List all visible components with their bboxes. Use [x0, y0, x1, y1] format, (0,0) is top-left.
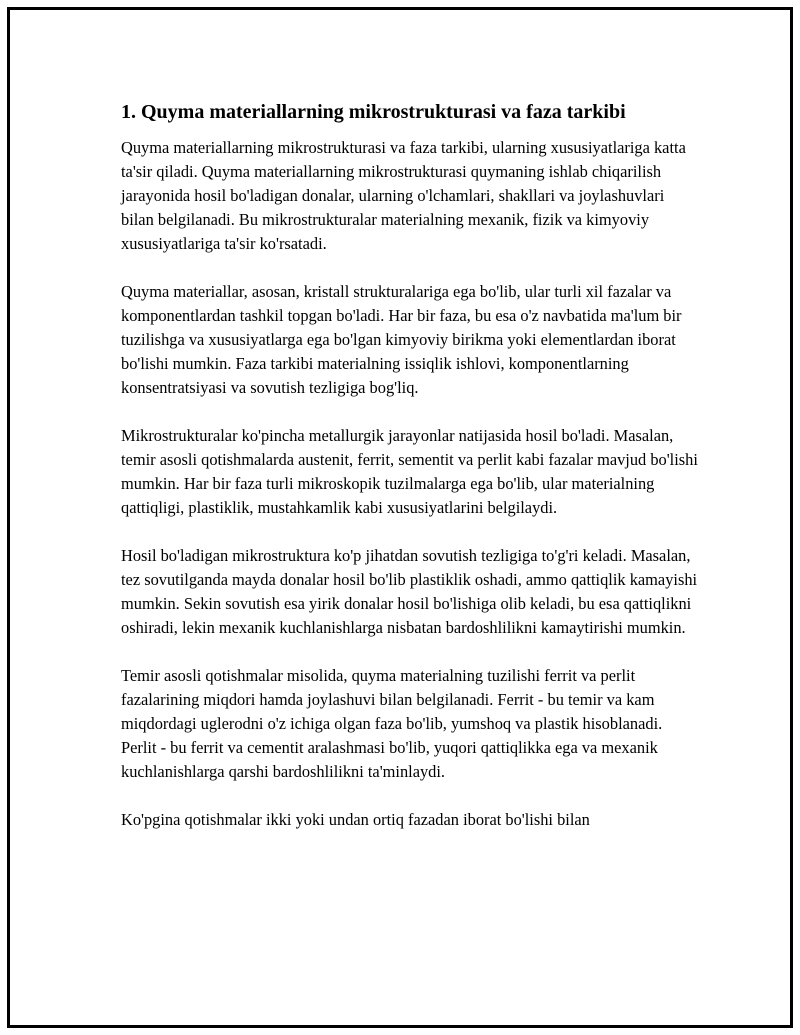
paragraph-4: Hosil bo'ladigan mikrostruktura ko'p jihatdan sovutish tezligiga to'g'ri keladi. Masalan, tez sovutilganda mayda donalar hosil bo'lib plastiklik oshadi, ammo qattiqlik kamayishi mumkin. Sekin sovutish esa yirik donalar hosil bo'lishiga olib keladi, bu esa qattiqlikni oshiradi, lekin mexanik kuchlanishlarga nisbatan bardoshlilikni kamaytirishi mumkin. [121, 546, 698, 637]
page-frame [7, 7, 793, 1028]
section-heading: 1. Quyma materiallarning mikrostrukturasi va faza tarkibi [121, 101, 626, 123]
paragraph-6: Ko'pgina qotishmalar ikki yoki undan ortiq fazadan iborat bo'lishi bilan [121, 810, 590, 829]
paragraph-3: Mikrostrukturalar ko'pincha metallurgik jarayonlar natijasida hosil bo'ladi. Masalan, temir asosli qotishmalarda austenit, ferrit, sementit va perlit kabi fazalar mavjud bo'lishi mumkin. Har bir faza turli mikroskopik tuzilmalarga ega bo'lib, ular materialning qattiqligi, plastiklik, mustahkamlik kabi xususiyatlarini belgilaydi. [121, 426, 698, 517]
document-body [121, 98, 701, 856]
paragraph-5: Temir asosli qotishmalar misolida, quyma materialning tuzilishi ferrit va perlit fazalarining miqdori hamda joylashuvi bilan belgilanadi. Ferrit - bu temir va kam miqdordagi uglerodni o'z ichiga olgan faza bo'lib, yumshoq va plastik hisoblanadi. Perlit - bu ferrit va cementit aralashmasi bo'lib, yuqori qattiqlikka ega va mexanik kuchlanishlarga qarshi bardoshlilikni ta'minlaydi. [121, 666, 663, 781]
paragraph-1: Quyma materiallarning mikrostrukturasi va faza tarkibi, ularning xususiyatlariga katta ta'sir qiladi. Quyma materiallarning mikrostrukturasi quymaning ishlab chiqarilish jarayonida hosil bo'ladigan donalar, ularning o'lchamlari, shakllari va joylashuvlari bilan belgilanadi. Bu mikrostrukturalar materialning mexanik, fizik va kimyoviy xususiyatlariga ta'sir ko'rsatadi. [121, 138, 686, 253]
paragraph-2: Quyma materiallar, asosan, kristall strukturalariga ega bo'lib, ular turli xil fazalar va komponentlardan tashkil topgan bo'ladi. Har bir faza, bu esa o'z navbatida ma'lum bir tuzilishga va xususiyatlarga ega bo'lgan kimyoviy birikma yoki elementlardan iborat bo'lishi mumkin. Faza tarkibi materialning issiqlik ishlovi, komponentlarning konsentratsiyasi va sovutish tezligiga bog'liq. [121, 282, 682, 397]
